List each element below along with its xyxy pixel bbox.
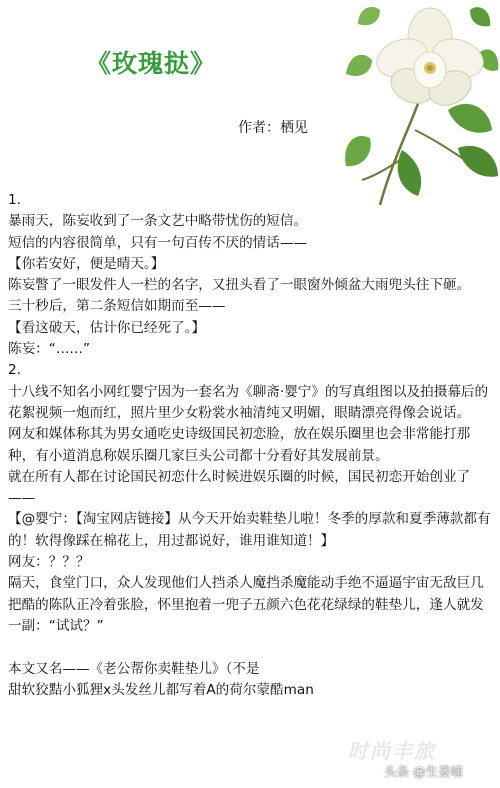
text-line: 短信的内容很简单，只有一句百传不厌的情话—— bbox=[8, 234, 308, 251]
text-line: 【看这破天，估计你已经死了。】 bbox=[8, 319, 206, 336]
text-line: 【你若安好，便是晴天。】 bbox=[8, 255, 165, 272]
text-line: 1. bbox=[8, 192, 21, 208]
article-body bbox=[8, 190, 492, 701]
blank-line bbox=[8, 637, 492, 658]
text-line: 隔天，食堂门口，众人发现他们人挡杀人魔挡杀魔能动手绝不逼逼宇宙无敌巨几把酷的陈队正冷着张脸，怀里抱着一兜子五颜六色花花绿绿的鞋垫儿，逢人就发一副：“试试？” bbox=[8, 575, 484, 634]
book-title: 《玫瑰挞》 bbox=[86, 49, 217, 78]
text-line: 【@婴宁：【淘宝网店链接】从今天开始卖鞋垫儿啦！冬季的厚款和夏季薄款都有的！软得像踩在棉花上，用过都说好，谁用谁知道！】 bbox=[8, 511, 491, 549]
text-line: 三十秒后，第二条短信如期而至—— bbox=[8, 298, 226, 315]
watermark: 时尚丰旅 bbox=[348, 739, 436, 763]
text-line: 暴雨天，陈妄收到了一条文艺中略带忧伤的短信。 bbox=[8, 213, 308, 230]
text-line: 2. bbox=[8, 362, 21, 379]
text-line: 就在所有人都在讨论国民初恋什么时候进娱乐圈的时候，国民初恋开始创业了—— bbox=[8, 468, 471, 507]
text-line: 网友和媒体称其为男女通吃史诗级国民初恋脸，放在娱乐圈里也会非常能打那种，有小道消息称娱乐圈几家巨头公司都十分看好其发展前景。 bbox=[8, 426, 471, 464]
text-line: 甜软狡黠小狐狸x头发丝儿都写着A的荷尔蒙酷man bbox=[8, 681, 314, 698]
text-line: 本文又名——《老公帮你卖鞋垫儿》（不是 bbox=[8, 660, 260, 677]
text-line: 陈妄瞥了一眼发件人一栏的名字，又扭头看了一眼窗外倾盆大雨兜头往下砸。 bbox=[8, 277, 471, 294]
text-line: 陈妄：“……” bbox=[8, 341, 91, 358]
text-line: 网友：？？？ bbox=[8, 554, 90, 571]
author-line: 作者：栖见 bbox=[238, 120, 308, 136]
magnolia-flower-icon bbox=[340, 0, 500, 215]
text-line: 十八线不知名小网红婴宁因为一套名为《聊斋·婴宁》的写真组图以及拍摄幕后的花絮视频一炮而红，照片里少女粉裳水袖清纯又明媚，眼睛漂亮得像会说话。 bbox=[8, 383, 489, 421]
source-label: 头条 @生姜喵 bbox=[384, 764, 463, 779]
